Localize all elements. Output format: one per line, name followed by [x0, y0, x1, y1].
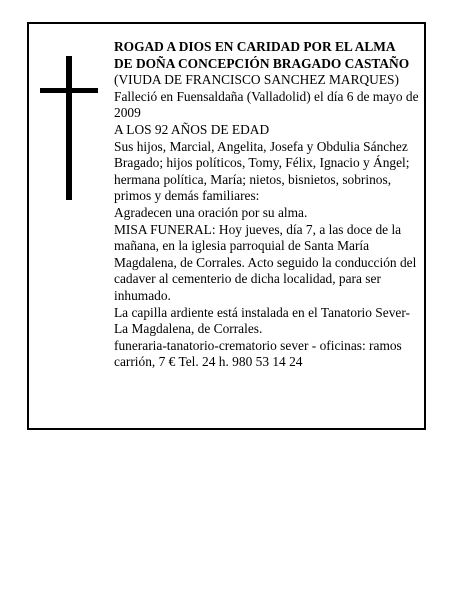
- cross-icon: [40, 56, 98, 200]
- age-line: A LOS 92 AÑOS DE EDAD: [114, 121, 270, 137]
- notice-body: [114, 39, 424, 371]
- funeral-mass-paragraph: MISA FUNERAL: Hoy jueves, día 7, a las doce de la mañana, en la iglesia parroquial de Santa María Magdalena, de Corrales. Acto seguido la conducción del cadaver al cementerio de dicha localidad, para ser inhumado.: [114, 221, 417, 303]
- family-paragraph: Sus hijos, Marcial, Angelita, Josefa y Obdulia Sánchez Bragado; hijos políticos, Tomy, Félix, Ignacio y Ángel; hermana política, María; nietos, bisnietos, sobrinos, primos y demás familiares:: [114, 138, 410, 204]
- widow-line: (VIUDA DE FRANCISCO SANCHEZ MARQUES): [114, 72, 399, 88]
- notice-heading: [114, 39, 424, 72]
- funeral-home-info: funeraria-tanatorio-crematorio sever - oficinas: ramos carrión, 7 € Tel. 24 h. 980 53 14 24: [114, 337, 402, 370]
- heading-line-2: DE DOÑA CONCEPCIÓN BRAGADO CASTAÑO: [114, 55, 410, 71]
- thanks-line: Agradecen una oración por su alma.: [114, 204, 308, 220]
- obituary-notice: [27, 22, 426, 430]
- death-info: Falleció en Fuensaldaña (Valladolid) el día 6 de mayo de 2009: [114, 88, 419, 121]
- chapel-paragraph: La capilla ardiente está instalada en el Tanatorio Sever-La Magdalena, de Corrales.: [114, 304, 410, 337]
- heading-line-1: ROGAD A DIOS EN CARIDAD POR EL ALMA: [114, 39, 396, 54]
